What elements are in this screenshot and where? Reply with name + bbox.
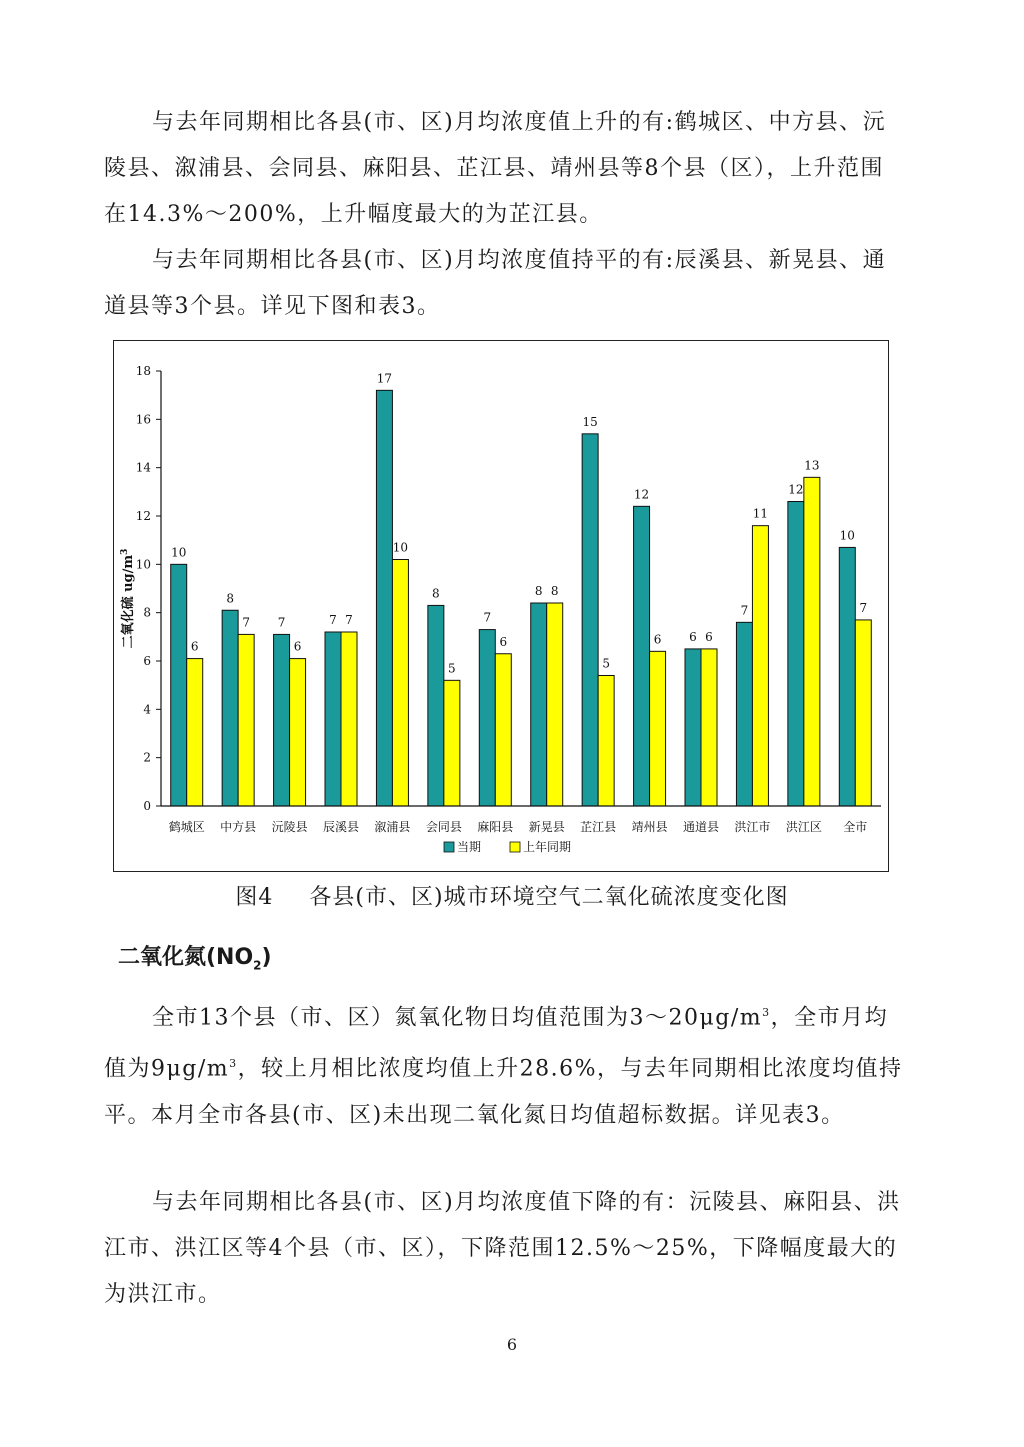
x-tick-label: 麻阳县 bbox=[477, 820, 514, 834]
x-tick-label: 洪江区 bbox=[785, 820, 822, 834]
x-tick-label: 溆浦县 bbox=[374, 820, 411, 834]
legend-label-current: 当期 bbox=[457, 840, 482, 854]
no2-sup-b: 3 bbox=[229, 1057, 238, 1071]
page-number: 6 bbox=[506, 1335, 518, 1354]
value-label-last-year: 5 bbox=[602, 656, 610, 671]
x-tick-label: 全市 bbox=[843, 820, 868, 834]
bar-current bbox=[479, 630, 495, 806]
x-tick-label: 中方县 bbox=[220, 820, 257, 834]
x-tick-label: 靖州县 bbox=[631, 820, 668, 834]
value-label-last-year: 6 bbox=[653, 632, 662, 647]
bar-last-year bbox=[187, 659, 203, 806]
bar-current bbox=[839, 547, 855, 806]
value-label-last-year: 8 bbox=[550, 584, 559, 598]
no2-text-c: ，较上月相比浓度均值上升28.6%，与去年同期相比浓度均值持平。本月全市各县(市、区)未出现二氧化氮日均值超标数据。详见表3。 bbox=[104, 1056, 903, 1128]
value-label-current: 8 bbox=[534, 584, 543, 598]
value-label-current: 17 bbox=[376, 371, 393, 386]
y-tick-label: 16 bbox=[135, 412, 151, 427]
figure-number: 图4 bbox=[235, 885, 274, 910]
bar-current bbox=[428, 605, 444, 806]
legend-label-last-year: 上年同期 bbox=[523, 840, 572, 854]
so2-chart-frame bbox=[113, 340, 889, 872]
bar-last-year bbox=[547, 603, 563, 806]
bar-last-year bbox=[444, 680, 460, 806]
value-label-current: 7 bbox=[740, 603, 749, 618]
y-tick-label: 12 bbox=[135, 509, 151, 523]
no2-text-a: 全市13个县（市、区）氮氧化物日均值范围为3～20μg/m bbox=[152, 1005, 763, 1031]
value-label-last-year: 6 bbox=[293, 639, 302, 654]
bar-last-year bbox=[392, 560, 408, 807]
y-tick-label: 8 bbox=[143, 605, 151, 620]
bar-last-year bbox=[495, 654, 511, 806]
bar-current bbox=[685, 649, 701, 806]
bar-current bbox=[788, 502, 804, 807]
value-label-last-year: 6 bbox=[499, 634, 508, 649]
value-label-last-year: 5 bbox=[448, 661, 456, 676]
paragraph-no2-decrease: 与去年同期相比各县(市、区)月均浓度值下降的有：沅陵县、麻阳县、洪江市、洪江区等4个县（市、区），下降范围12.5%～25%，下降幅度最大的为洪江市。 bbox=[104, 1190, 901, 1307]
value-label-current: 10 bbox=[839, 528, 855, 543]
value-label-last-year: 7 bbox=[859, 600, 868, 615]
bar-current bbox=[274, 634, 290, 806]
value-label-last-year: 11 bbox=[752, 506, 769, 521]
x-tick-label: 洪江市 bbox=[734, 820, 771, 834]
value-label-last-year: 10 bbox=[392, 540, 409, 555]
x-tick-label: 芷江县 bbox=[580, 820, 617, 834]
bar-current bbox=[376, 390, 392, 806]
legend-swatch-last-year bbox=[510, 842, 520, 852]
bar-last-year bbox=[855, 620, 871, 806]
bar-last-year bbox=[650, 651, 666, 806]
figure-title: 各县(市、区)城市环境空气二氧化硫浓度变化图 bbox=[309, 885, 789, 910]
bar-last-year bbox=[598, 676, 614, 807]
value-label-last-year: 6 bbox=[190, 639, 199, 654]
heading-sub: 2 bbox=[253, 958, 262, 973]
chart-legend bbox=[444, 839, 571, 854]
y-tick-label: 18 bbox=[135, 364, 151, 378]
bar-current bbox=[222, 610, 238, 806]
bar-current bbox=[325, 632, 341, 806]
y-tick-label: 6 bbox=[143, 654, 151, 668]
no2-text-b: ，全市月均值为9μg/m bbox=[104, 1005, 889, 1082]
value-label-current: 6 bbox=[689, 629, 697, 644]
bar-last-year bbox=[238, 634, 254, 806]
y-tick-label: 0 bbox=[143, 799, 151, 813]
value-label-last-year: 13 bbox=[804, 458, 820, 473]
paragraph-so2-increase: 与去年同期相比各县(市、区)月均浓度值上升的有:鹤城区、中方县、沅陵县、溆浦县、会同县、麻阳县、芷江县、靖州县等8个县（区），上升范围在14.3%～200%，上升幅度最大的为芷江县。 bbox=[104, 110, 887, 227]
bar-last-year bbox=[290, 659, 306, 806]
bar-current bbox=[634, 506, 650, 806]
x-tick-label: 辰溪县 bbox=[322, 820, 360, 834]
y-axis-label-sup: 3 bbox=[120, 548, 130, 555]
bar-last-year bbox=[752, 526, 768, 806]
y-tick-label: 10 bbox=[135, 557, 151, 572]
bar-last-year bbox=[341, 632, 357, 806]
bar-current bbox=[736, 622, 752, 806]
so2-bar-chart bbox=[114, 341, 888, 871]
no2-sup-a: 3 bbox=[762, 1006, 771, 1019]
bar-current bbox=[531, 603, 547, 806]
y-axis-label bbox=[120, 549, 136, 649]
y-tick-label: 2 bbox=[143, 750, 151, 765]
legend-swatch-current bbox=[444, 842, 454, 852]
bar-current bbox=[582, 434, 598, 806]
value-label-last-year: 7 bbox=[345, 613, 353, 627]
y-axis-label-main: 二氧化硫 ug/m bbox=[121, 554, 136, 649]
figure-caption bbox=[0, 880, 1024, 911]
value-label-current: 7 bbox=[329, 613, 337, 627]
x-tick-label: 鹤城区 bbox=[168, 820, 205, 834]
paragraph-no2-summary bbox=[104, 990, 904, 1139]
value-label-current: 8 bbox=[226, 591, 234, 606]
value-label-current: 15 bbox=[582, 414, 598, 429]
value-label-current: 12 bbox=[788, 482, 804, 497]
x-tick-label: 通道县 bbox=[682, 820, 720, 834]
value-label-last-year: 6 bbox=[705, 629, 713, 644]
value-label-current: 10 bbox=[171, 545, 187, 560]
bar-last-year bbox=[701, 649, 717, 806]
value-label-current: 7 bbox=[277, 615, 286, 630]
heading-main: 二氧化氮(NO bbox=[118, 945, 254, 970]
y-tick-label: 4 bbox=[143, 702, 151, 717]
bar-current bbox=[171, 564, 187, 806]
value-label-last-year: 7 bbox=[242, 615, 250, 630]
value-label-current: 7 bbox=[483, 610, 492, 625]
x-tick-label: 沅陵县 bbox=[271, 820, 308, 834]
value-label-current: 8 bbox=[432, 586, 440, 601]
section-heading-no2 bbox=[118, 940, 272, 972]
paragraph-so2-flat: 与去年同期相比各县(市、区)月均浓度值持平的有:辰溪县、新晃县、通道县等3个县。详见下图和表3。 bbox=[104, 248, 887, 319]
bar-last-year bbox=[804, 477, 820, 806]
x-tick-label: 新晃县 bbox=[528, 820, 565, 834]
y-tick-label: 14 bbox=[135, 460, 151, 475]
value-label-current: 12 bbox=[633, 487, 650, 502]
x-tick-label: 会同县 bbox=[425, 820, 462, 834]
heading-end: ) bbox=[261, 945, 272, 970]
